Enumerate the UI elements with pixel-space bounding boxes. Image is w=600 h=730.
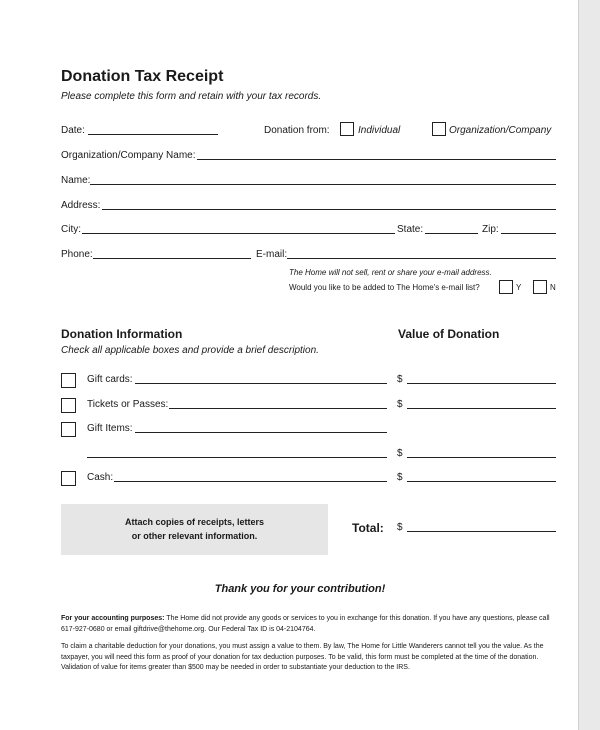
thank-you-message: Thank you for your contribution!	[214, 583, 386, 595]
email-list-question: Would you like to be added to The Home's e-mail list?	[289, 283, 480, 292]
gift-items-value-field[interactable]	[407, 457, 556, 458]
phone-label: Phone:	[61, 249, 93, 260]
total-currency: $	[397, 522, 403, 533]
email-list-yes-label: Y	[516, 283, 522, 292]
form-title: Donation Tax Receipt	[61, 68, 224, 85]
email-list-no-checkbox[interactable]	[533, 280, 547, 294]
accounting-note-heading: For your accounting purposes:	[61, 615, 165, 622]
gift-items-checkbox[interactable]	[61, 422, 76, 437]
email-label: E-mail:	[256, 249, 288, 260]
organization-checkbox[interactable]	[432, 122, 446, 136]
tickets-value-field[interactable]	[407, 408, 556, 409]
phone-field[interactable]	[93, 258, 251, 259]
cash-currency: $	[397, 472, 403, 483]
zip-field[interactable]	[501, 233, 556, 234]
cash-value-field[interactable]	[407, 481, 556, 482]
cash-description-field[interactable]	[114, 481, 387, 482]
total-label: Total:	[352, 521, 384, 535]
gift-cards-checkbox[interactable]	[61, 373, 76, 388]
zip-label: Zip:	[482, 224, 499, 235]
tickets-description-field[interactable]	[169, 408, 387, 409]
attach-line-2: or other relevant information.	[131, 531, 258, 541]
accounting-note	[61, 614, 561, 635]
org-name-field[interactable]	[197, 159, 556, 160]
gift-items-description-field[interactable]	[135, 432, 387, 433]
email-list-yes-checkbox[interactable]	[499, 280, 513, 294]
email-notice: The Home will not sell, rent or share your e-mail address.	[289, 268, 492, 277]
deduction-note: To claim a charitable deduction for your donations, you must assign a value to them. By law, The Home for Little Wanderers cannot tell you the value. As the taxpayer, you will need this form as proof of your donation for tax deduction purposes. To be valid, this form must be completed at the time of the donation. Validation of value for items greater than $500 may be needed in order to substantiate your deduction to the IRS.	[61, 643, 544, 671]
address-label: Address:	[61, 200, 101, 211]
tickets-label: Tickets or Passes:	[87, 399, 169, 410]
gift-cards-currency: $	[397, 374, 403, 385]
donation-instructions: Check all applicable boxes and provide a brief description.	[61, 345, 319, 356]
tickets-checkbox[interactable]	[61, 398, 76, 413]
accounting-note-text: The Home did not provide any goods or services to you in exchange for this donation. If you have any questions, please call 617-927-0680 or email giftdrive@thehome.org. Our Federal Tax ID is 04-2104764.	[61, 615, 550, 633]
gift-cards-label: Gift cards:	[87, 374, 133, 385]
organization-label: Organization/Company	[449, 125, 552, 136]
name-field[interactable]	[90, 184, 556, 185]
donation-info-title: Donation Information	[61, 327, 183, 341]
email-list-no-label: N	[550, 283, 556, 292]
city-field[interactable]	[82, 233, 395, 234]
cash-label: Cash:	[87, 472, 114, 483]
gift-items-description-field-2[interactable]	[87, 457, 387, 458]
date-label: Date:	[61, 125, 85, 136]
tickets-currency: $	[397, 399, 403, 410]
total-value-field[interactable]	[407, 531, 556, 532]
attach-receipts-box	[61, 504, 328, 555]
form-subtitle: Please complete this form and retain with your tax records.	[61, 91, 322, 102]
gift-cards-value-field[interactable]	[407, 383, 556, 384]
gift-items-label: Gift Items:	[87, 423, 133, 434]
state-field[interactable]	[425, 233, 478, 234]
city-label: City:	[61, 224, 81, 235]
date-field[interactable]	[88, 134, 218, 135]
org-name-label: Organization/Company Name:	[61, 150, 196, 161]
address-field[interactable]	[102, 209, 556, 210]
cash-checkbox[interactable]	[61, 471, 76, 486]
gift-items-currency: $	[397, 448, 403, 459]
state-label: State:	[397, 224, 424, 235]
donation-from-label: Donation from:	[264, 125, 330, 136]
name-label: Name:	[61, 175, 91, 186]
individual-label: Individual	[358, 125, 401, 136]
gift-cards-description-field[interactable]	[135, 383, 387, 384]
individual-checkbox[interactable]	[340, 122, 354, 136]
email-field[interactable]	[287, 258, 556, 259]
attach-line-1: Attach copies of receipts, letters	[124, 517, 265, 527]
donation-value-title: Value of Donation	[398, 327, 500, 341]
